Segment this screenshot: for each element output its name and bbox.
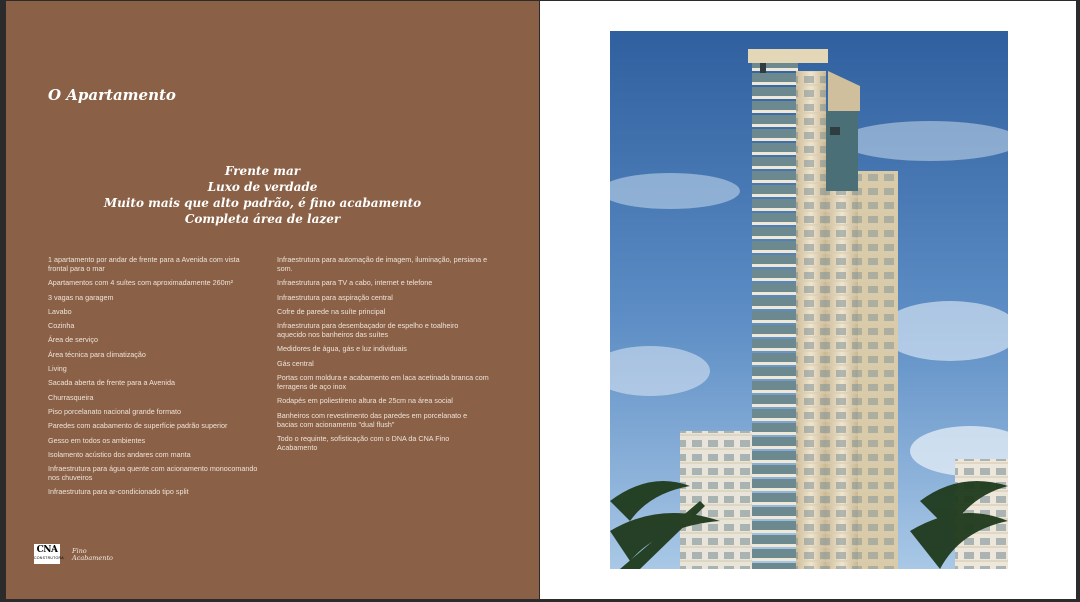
feature-item: Infraestrutura para automação de imagem, iluminação, persiana e som. bbox=[277, 255, 488, 273]
feature-item: Paredes com acabamento de superfície padrão superior bbox=[48, 421, 228, 431]
logo-sub-text: CONSTRUTORA bbox=[34, 556, 64, 560]
feature-item: 1 apartamento por andar de frente para a Avenida com vista frontal para o mar bbox=[48, 255, 240, 273]
feature-item: Gás central bbox=[277, 358, 314, 368]
left-page bbox=[6, 1, 539, 599]
logo-script-line: Fino bbox=[72, 547, 87, 555]
feature-item: Portas com moldura e acabamento em laca acetinada branca com ferragens de aço inox bbox=[277, 373, 489, 392]
feature-item: Isolamento acústico dos andares com manta bbox=[48, 449, 191, 459]
headline-line: Completa área de lazer bbox=[184, 212, 341, 226]
feature-item: Gesso em todos os ambientes bbox=[48, 435, 146, 445]
feature-item: Sacada aberta de frente para a Avenida bbox=[48, 378, 175, 388]
features-list-left bbox=[48, 255, 260, 502]
feature-item: 3 vagas na garagem bbox=[48, 292, 114, 302]
feature-item: Lavabo bbox=[48, 306, 72, 316]
feature-item: Área de serviço bbox=[48, 335, 98, 345]
feature-item: Banheiros com revestimento das paredes em porcelanato e bacias com acionamento "dual flush" bbox=[277, 410, 468, 429]
feature-item: Cofre de parede na suíte principal bbox=[277, 306, 386, 316]
cna-logo bbox=[34, 544, 64, 564]
feature-item: Infraestrutura para ar-condicionado tipo split bbox=[48, 487, 189, 497]
feature-item: Infraestrutura para aspiração central bbox=[277, 292, 393, 302]
headline-line: Muito mais que alto padrão, é fino acabamento bbox=[103, 196, 422, 210]
feature-item: Apartamentos com 4 suítes com aproximadamente 260m² bbox=[48, 278, 233, 288]
feature-item: Infraestrutura para desembaçador de espelho e toalheiro aquecido nos banheiros das suítes bbox=[277, 321, 459, 340]
feature-item: Churrasqueira bbox=[48, 392, 94, 402]
feature-item: Infraestrutura para TV a cabo, internet e telefone bbox=[277, 278, 433, 288]
logo-script-line: Acabamento bbox=[72, 554, 113, 562]
right-page bbox=[540, 1, 1076, 599]
headline bbox=[6, 163, 519, 227]
feature-item: Rodapés em poliestireno altura de 25cm na área social bbox=[277, 396, 453, 406]
logo-main-text: CNA bbox=[36, 545, 58, 555]
feature-item: Medidores de água, gás e luz individuais bbox=[277, 344, 407, 354]
feature-item: Todo o requinte, sofisticação com o DNA da CNA Fino Acabamento bbox=[277, 433, 450, 452]
features-list-right bbox=[277, 255, 489, 457]
building-rendering-photo bbox=[610, 31, 1008, 569]
page-title: O Apartamento bbox=[48, 86, 176, 104]
feature-item: Infraestrutura para água quente com acionamento monocomando nos chuveiros bbox=[48, 464, 258, 483]
feature-item: Área técnica para climatização bbox=[48, 349, 146, 359]
feature-item: Piso porcelanato nacional grande formato bbox=[48, 406, 182, 416]
feature-item: Cozinha bbox=[48, 321, 75, 331]
headline-line: Luxo de verdade bbox=[207, 180, 318, 194]
fino-acabamento-logo bbox=[72, 548, 113, 562]
feature-item: Living bbox=[48, 364, 67, 374]
headline-line: Frente mar bbox=[224, 164, 301, 178]
